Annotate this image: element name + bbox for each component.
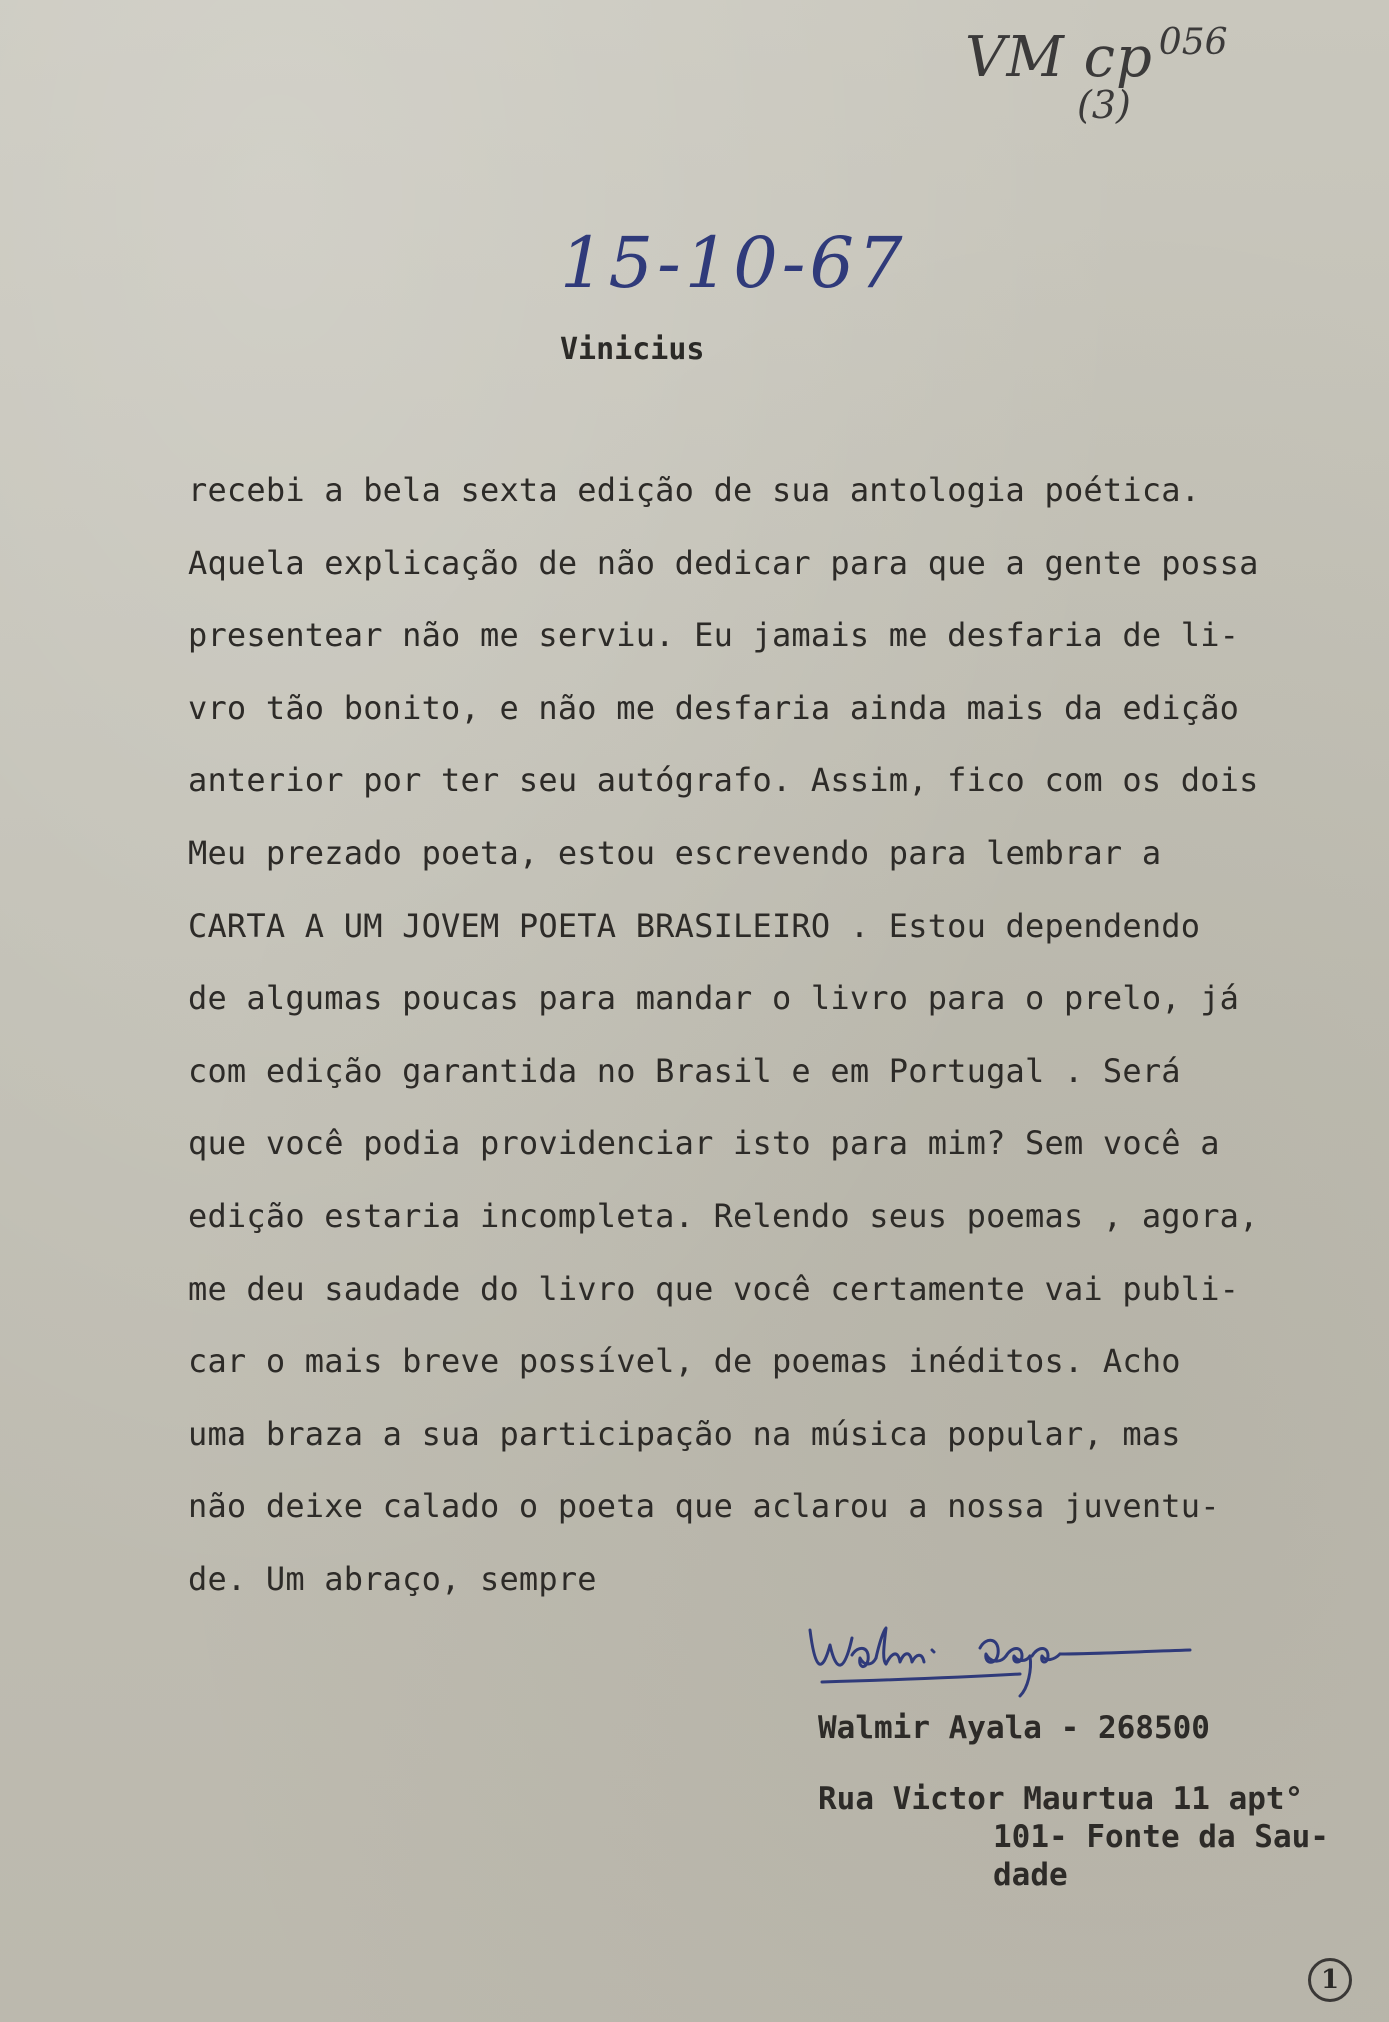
archive-code-main: VM cp <box>965 25 1153 90</box>
body-line: Aquela explicação de não dedicar para que a gente possa <box>188 543 1259 582</box>
body-line: me deu saudade do livro que você certamente vai publi- <box>188 1269 1240 1308</box>
body-line: de. Um abraço, sempre <box>188 1559 597 1598</box>
body-line: com edição garantida no Brasil e em Portugal . Será <box>188 1051 1181 1090</box>
body-line: anterior por ter seu autógrafo. Assim, fico com os dois <box>188 761 1259 800</box>
page-number: 1 <box>1308 1958 1352 2002</box>
body-line: recebi a bela sexta edição de sua antologia poética. <box>188 471 1201 509</box>
salutation: Vinicius <box>560 332 705 367</box>
archive-code-number: 056 <box>1158 22 1228 63</box>
archive-code-sub: (3) <box>1077 83 1131 127</box>
body-line: vro tão bonito, e não me desfaria ainda mais da edição <box>188 688 1240 727</box>
body-line: CARTA A UM JOVEM POETA BRASILEIRO . Estou dependendo <box>188 906 1201 945</box>
handwritten-signature <box>800 1600 1260 1700</box>
body-line: edição estaria incompleta. Relendo seus poemas , agora, <box>188 1196 1259 1235</box>
archive-code <box>965 22 1228 127</box>
address-line: Rua Victor Maurtua 11 apt° <box>818 1781 1304 1817</box>
body-line: uma braza a sua participação na música popular, mas <box>188 1414 1181 1453</box>
body-line: de algumas poucas para mandar o livro para o prelo, já <box>188 979 1240 1018</box>
body-line: não deixe calado o poeta que aclarou a nossa juventu- <box>188 1487 1220 1526</box>
sender-address <box>818 1780 1329 1894</box>
address-line: dade <box>993 1857 1068 1893</box>
address-line: 101- Fonte da Sau- <box>993 1819 1329 1855</box>
handwritten-date: 15-10-67 <box>560 222 907 304</box>
letter-body <box>188 470 1378 1632</box>
body-line: presentear não me serviu. Eu jamais me desfaria de li- <box>188 616 1240 655</box>
body-line: car o mais breve possível, de poemas inéditos. Acho <box>188 1342 1181 1381</box>
body-line: Meu prezado poeta, estou escrevendo para lembrar a <box>188 833 1162 872</box>
body-line: que você podia providenciar isto para mim? Sem você a <box>188 1124 1220 1163</box>
signatory-name: Walmir Ayala - 268500 <box>818 1710 1210 1746</box>
